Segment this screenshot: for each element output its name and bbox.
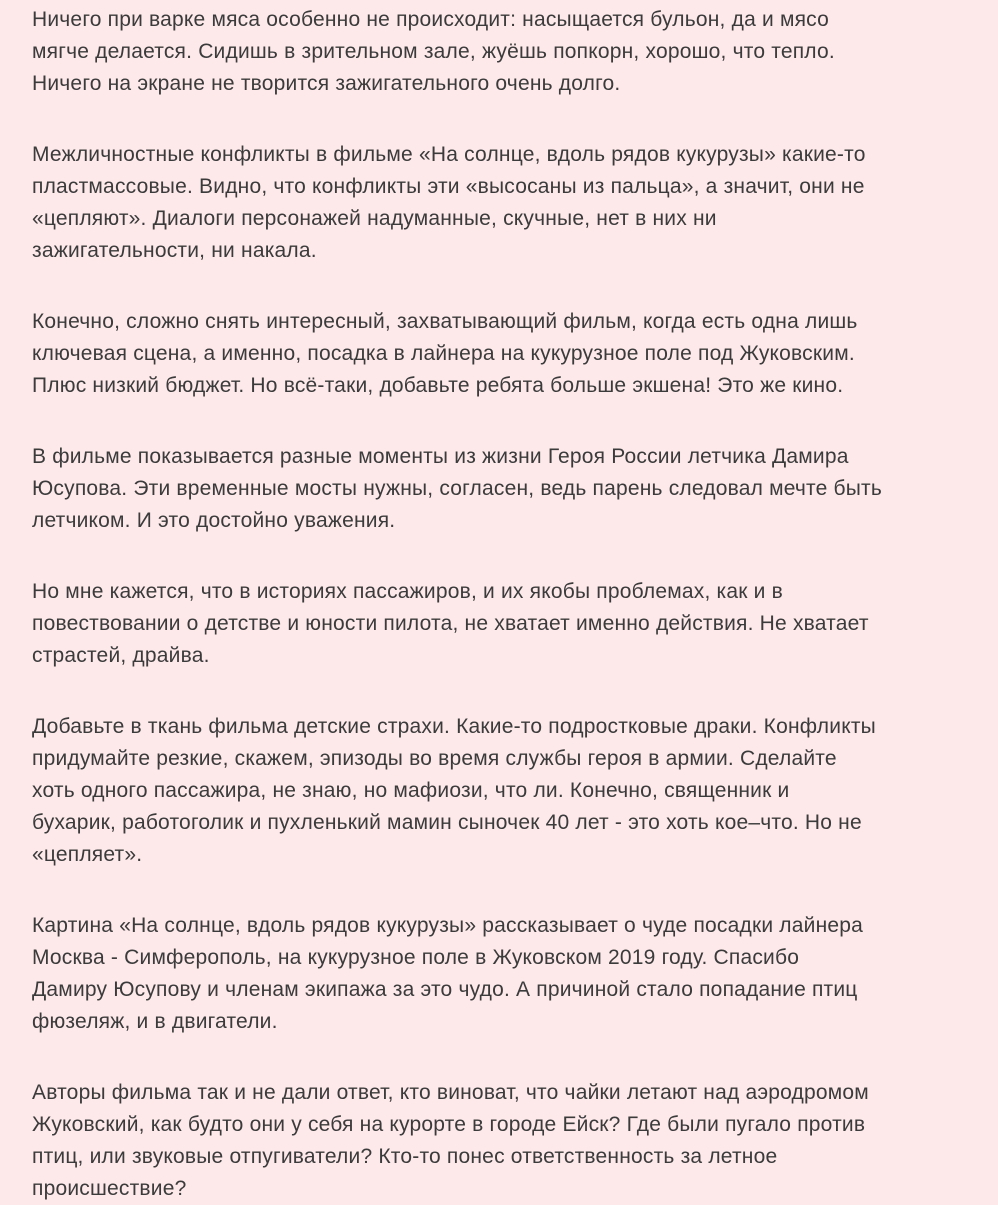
paragraph: [32, 441, 998, 537]
paragraph-line: ключевая сцена, а именно, посадка в лайнера на кукурузное поле под Жуковским.: [32, 342, 855, 365]
paragraph-line: Ничего на экране не творится зажигательного очень долго.: [32, 72, 621, 95]
paragraph-line: птиц, или звуковые отпугиватели? Кто-то понес ответственность за летное: [32, 1145, 778, 1168]
paragraph-line: Ничего при варке мяса особенно не происходит: насыщается бульон, да и мясо: [32, 8, 829, 31]
paragraph: [32, 576, 998, 672]
paragraph-line: Добавьте в ткань фильма детские страхи. Какие-то подростковые драки. Конфликты: [32, 715, 876, 738]
paragraph-line: бухарик, работоголик и пухленький мамин сыночек 40 лет - это хоть кое–что. Но не: [32, 811, 862, 834]
paragraph-line: «цепляют». Диалоги персонажей надуманные, скучные, нет в них ни: [32, 207, 717, 230]
paragraph: [32, 910, 998, 1038]
paragraph-line: В фильме показывается разные моменты из жизни Героя России летчика Дамира: [32, 445, 849, 468]
paragraph: [32, 306, 998, 402]
paragraph-line: Юсупова. Эти временные мосты нужны, согласен, ведь парень следовал мечте быть: [32, 477, 883, 500]
paragraph-line: повествовании о детстве и юности пилота, не хватает именно действия. Не хватает: [32, 612, 869, 635]
paragraph-line: страстей, драйва.: [32, 644, 210, 667]
paragraph: [32, 139, 998, 267]
paragraph-line: Дамиру Юсупову и членам экипажа за это чудо. А причиной стало попадание птиц: [32, 978, 858, 1001]
paragraph-line: Авторы фильма так и не дали ответ, кто виноват, что чайки летают над аэродромом: [32, 1081, 869, 1104]
paragraph-line: Но мне кажется, что в историях пассажиров, и их якобы проблемах, как и в: [32, 580, 783, 603]
paragraph-line: Конечно, сложно снять интересный, захватывающий фильм, когда есть одна лишь: [32, 310, 858, 333]
paragraph: [32, 1077, 998, 1205]
paragraph: [32, 711, 998, 871]
paragraph-line: происшествие?: [32, 1177, 187, 1200]
paragraph-line: мягче делается. Сидишь в зрительном зале, жуёшь попкорн, хорошо, что тепло.: [32, 40, 835, 63]
paragraph-line: хоть одного пассажира, не знаю, но мафиози, что ли. Конечно, священник и: [32, 779, 790, 802]
paragraph-line: Москва - Симферополь, на кукурузное поле в Жуковском 2019 году. Спасибо: [32, 946, 800, 969]
paragraph-line: зажигательности, ни накала.: [32, 239, 317, 262]
paragraph: [32, 4, 998, 100]
paragraph-line: «цепляет».: [32, 843, 143, 866]
paragraph-line: фюзеляж, и в двигатели.: [32, 1010, 278, 1033]
paragraph-line: Межличностные конфликты в фильме «На солнце, вдоль рядов кукурузы» какие-то: [32, 143, 866, 166]
paragraph-line: летчиком. И это достойно уважения.: [32, 509, 396, 532]
paragraph-line: придумайте резкие, скажем, эпизоды во время службы героя в армии. Сделайте: [32, 747, 837, 770]
paragraph-line: Плюс низкий бюджет. Но всё-таки, добавьте ребята больше экшена! Это же кино.: [32, 374, 844, 397]
paragraph-line: Жуковский, как будто они у себя на курорте в городе Ейск? Где были пугало против: [32, 1113, 866, 1136]
paragraph-line: Картина «На солнце, вдоль рядов кукурузы» рассказывает о чуде посадки лайнера: [32, 914, 864, 937]
paragraph-line: пластмассовые. Видно, что конфликты эти «высосаны из пальца», а значит, они не: [32, 175, 865, 198]
